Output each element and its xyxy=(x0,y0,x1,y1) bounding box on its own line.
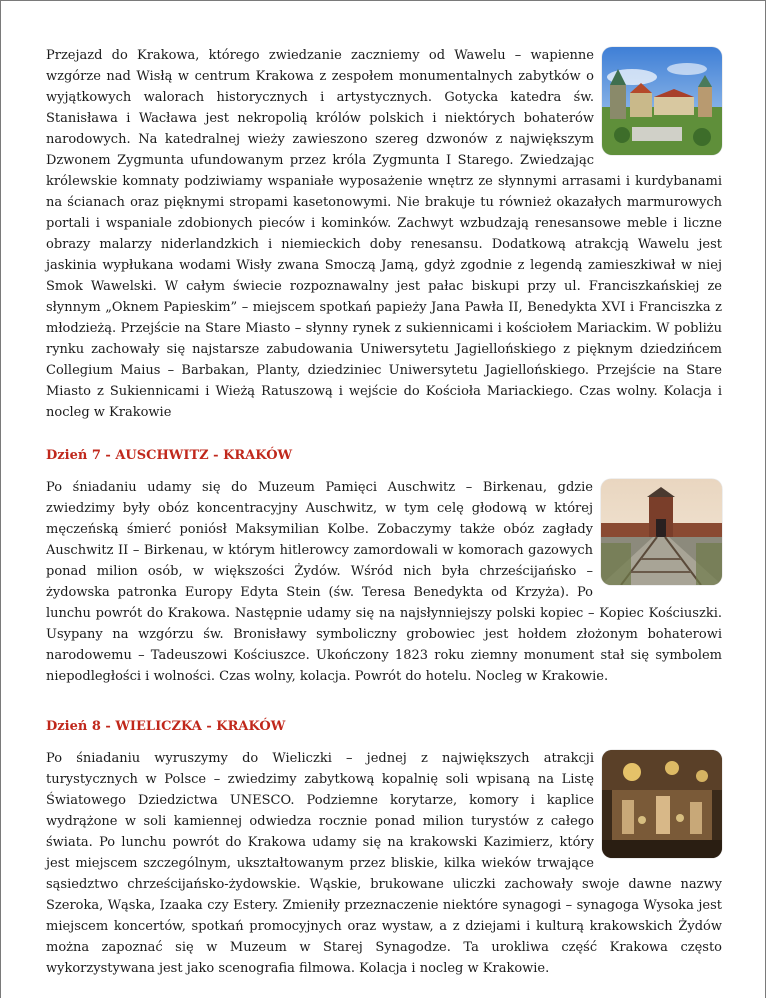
section-day7 xyxy=(46,446,722,687)
wawel-castle-photo xyxy=(602,47,722,155)
section-day8 xyxy=(46,717,722,979)
day7-heading: Dzień 7 - AUSCHWITZ - KRAKÓW xyxy=(46,448,293,463)
day7-text: Po śniadaniu udamy się do Muzeum Pamięci Auschwitz – Birkenau, gdzie zwiedzimy były obóz koncentracyjny Auschwitz, w tym celę głodową w której męczeńską śmierć poniósł Maksymilian Kolbe. Zobaczymy także obóz zagłady Auschwitz II – Birkenau, w którym hitlerowcy zamordowali w komorach gazowych ponad milion osób, w większości Żydów. Wśród nich była chrześcijańsko – żydowska patronka Europy Edyta Stein (św. Teresa Benedykta od Krzyża). Po lunchu powrót do Krakowa. Następnie udamy się na najsłynniejszy polski kopiec – Kopiec Kościuszki. Usypany na wzgórzu św. Bronisławy symboliczny grobowiec jest hołdem złożonym bohaterowi narodowemu – Tadeuszowi Kościuszce. Ukończony 1823 roku ziemny monument stał się symbolem niepodległości i wolności. Czas wolny, kolacja. Powrót do hotelu. Nocleg w Krakowie. xyxy=(46,480,722,684)
section-krakow xyxy=(46,45,722,423)
wieliczka-mine-photo xyxy=(602,750,722,858)
auschwitz-gate-photo xyxy=(601,479,722,585)
day8-text: Po śniadaniu wyruszymy do Wieliczki – jednej z największych atrakcji turystycznych w Polsce – zwiedzimy zabytkową kopalnię soli wpisaną na Listę Światowego Dziedzictwa UNESCO. Podziemne korytarze, komory i kaplice wydrążone w soli kamiennej odwiedza rocznie ponad milion turystów z całego świata. Po lunchu powrót do Krakowa udamy się na krakowski Kazimierz, który jest miejscem szczególnym, ukształtowanym przez bliskie, kilka wieków trwające sąsiedztwo chrześcijańsko-żydowskie. Wąskie, brukowane uliczki zachowały swoje dawne nazwy Szeroka, Wąska, Izaaka czy Estery. Zmieniły przeznaczenie niektóre synagogi – synagoga Wysoka jest miejscem koncertów, spotkań promocyjnych oraz wystaw, a z dziejami i kulturą krakowskich Żydów można zapoznać się w Muzeum w Starej Synagodze. Ta urokliwa część Krakowa często wykorzystywana jest jako scenografia filmowa. Kolacja i nocleg w Krakowie. xyxy=(46,751,722,976)
section-krakow-text: Przejazd do Krakowa, którego zwiedzanie zaczniemy od Wawelu – wapienne wzgórze nad Wisłą w centrum Krakowa z zespołem monumentalnych zabytków o wyjątkowych walorach historycznych i artystycznych. Gotycka katedra św. Stanisława i Wacława jest nekropolią królów polskich i niektórych bohaterów narodowych. Na katedralnej wieży zawieszono szereg dzwonów z największym Dzwonem Zygmunta ufundowanym przez króla Zygmunta I Starego. Zwiedzając królewskie komnaty podziwiamy wspaniałe wyposażenie wnętrz ze słynnymi arrasami i kurdybanami na ścianach oraz pięknymi stropami kasetonowymi. Nie brakuje tu również okazałych marmurowych portali i wspaniale zdobionych pieców i kominków. Zachwyt wzbudzają renesansowe meble i liczne obrazy malarzy niderlandzkich i niemieckich doby renesansu. Dodatkową atrakcją Wawelu jest jaskinia wypłukana wodami Wisły zwana Smoczą Jamą, gdyż zgodnie z legendą zamieszkiwał w niej Smok Wawelski. W całym świecie rozpoznawalny jest pałac biskupi przy ul. Franciszkańskiej ze słynnym „Oknem Papieskim” – miejscem spotkań papieży Jana Pawła II, Benedykta XVI i Franciszka z młodzieżą. Przejście na Stare Miasto – słynny rynek z sukiennicami i kościołem Mariackim. W pobliżu rynku zachowały się najstarsze zabudowania Uniwersytetu Jagiellońskiego z pięknym dziedzińcem Collegium Maius – Barbakan, Planty, dziedziniec Uniwersytetu Jagiellońskiego. Przejście na Stare Miasto z Sukiennicami i Wieżą Ratuszową i wejście do Kościoła Mariackiego. Czas wolny. Kolacja i nocleg w Krakowie xyxy=(46,48,722,420)
day8-heading: Dzień 8 - WIELICZKA - KRAKÓW xyxy=(46,719,286,734)
